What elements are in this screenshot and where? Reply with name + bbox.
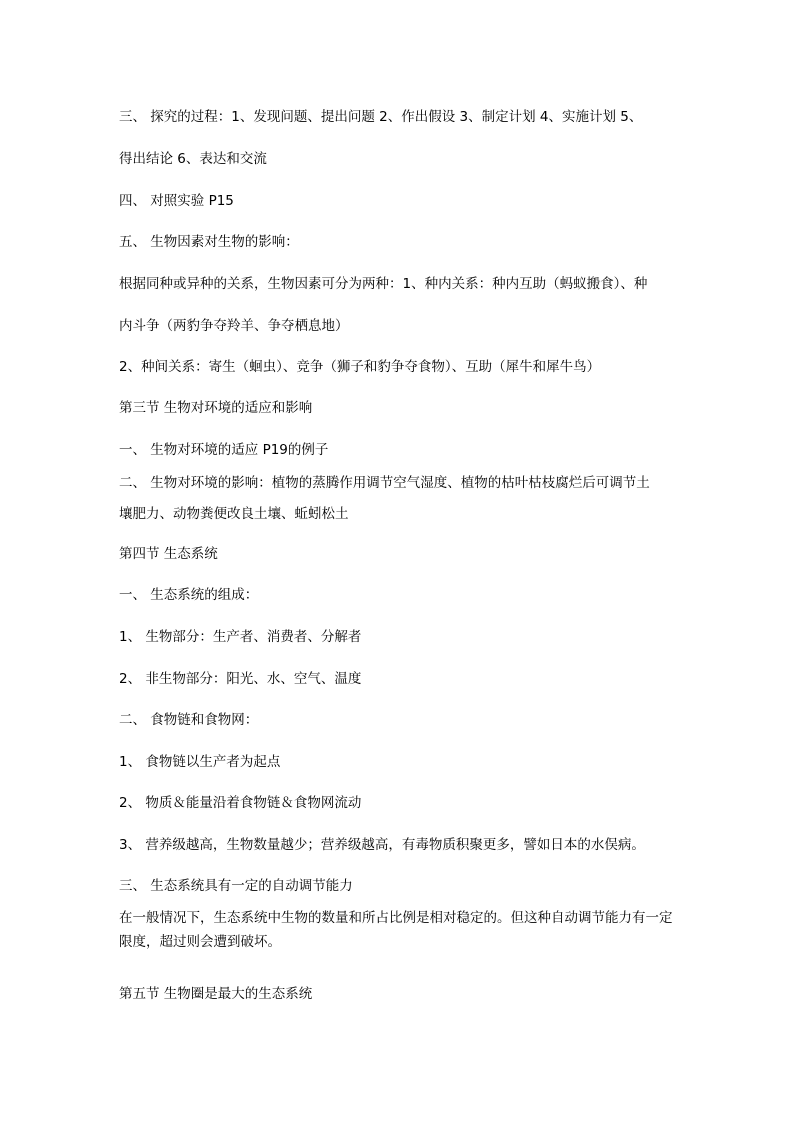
text-line: 一、 生物对环境的适应 P19的例子: [119, 442, 329, 458]
text-line: 2、 物质＆能量沿着食物链＆食物网流动: [119, 795, 362, 811]
section-heading: 第三节 生物对环境的适应和影响: [119, 400, 313, 416]
text-line: 2、 非生物部分：阳光、水、空气、温度: [119, 671, 362, 687]
text-line: 得出结论 6、表达和交流: [119, 151, 267, 167]
text-line: 1、 食物链以生产者为起点: [119, 754, 281, 770]
paragraph: 在一般情况下，生态系统中生物的数量和所占比例是相对稳定的。但这种自动调节能力有一定限度，超过则会遭到破坏。: [119, 910, 673, 950]
text-line: 1、 生物部分：生产者、消费者、分解者: [119, 629, 362, 645]
text-line: 三、 探究的过程：1、发现问题、提出问题 2、作出假设 3、制定计划 4、实施计划 5、: [119, 109, 643, 125]
text-line: 一、 生态系统的组成：: [119, 587, 259, 603]
text-line: 2、种间关系：寄生（蛔虫）、竞争（狮子和豹争夺食物）、互助（犀牛和犀牛鸟）: [119, 359, 601, 375]
text-line: 内斗争（两豹争夺羚羊、争夺栖息地）: [119, 318, 349, 334]
text-line: 三、 生态系统具有一定的自动调节能力: [119, 878, 353, 894]
text-line: 五、 生物因素对生物的影响：: [119, 234, 299, 250]
text-line: 二、 生物对环境的影响：植物的蒸腾作用调节空气湿度、植物的枯叶枯枝腐烂后可调节土: [119, 475, 650, 491]
section-heading: 第四节 生态系统: [119, 546, 218, 562]
text-line: 二、 食物链和食物网：: [119, 712, 259, 728]
text-line: 四、 对照实验 P15: [119, 193, 234, 209]
text-line: 壤肥力、动物粪便改良土壤、蚯蚓松土: [119, 506, 349, 522]
text-line: 3、 营养级越高，生物数量越少；营养级越高，有毒物质积聚更多，譬如日本的水俣病。: [119, 837, 645, 853]
text-line: 根据同种或异种的关系，生物因素可分为两种：1、种内关系：种内互助（蚂蚁搬食）、种: [119, 276, 648, 292]
section-heading: 第五节 生物圈是最大的生态系统: [119, 986, 313, 1002]
